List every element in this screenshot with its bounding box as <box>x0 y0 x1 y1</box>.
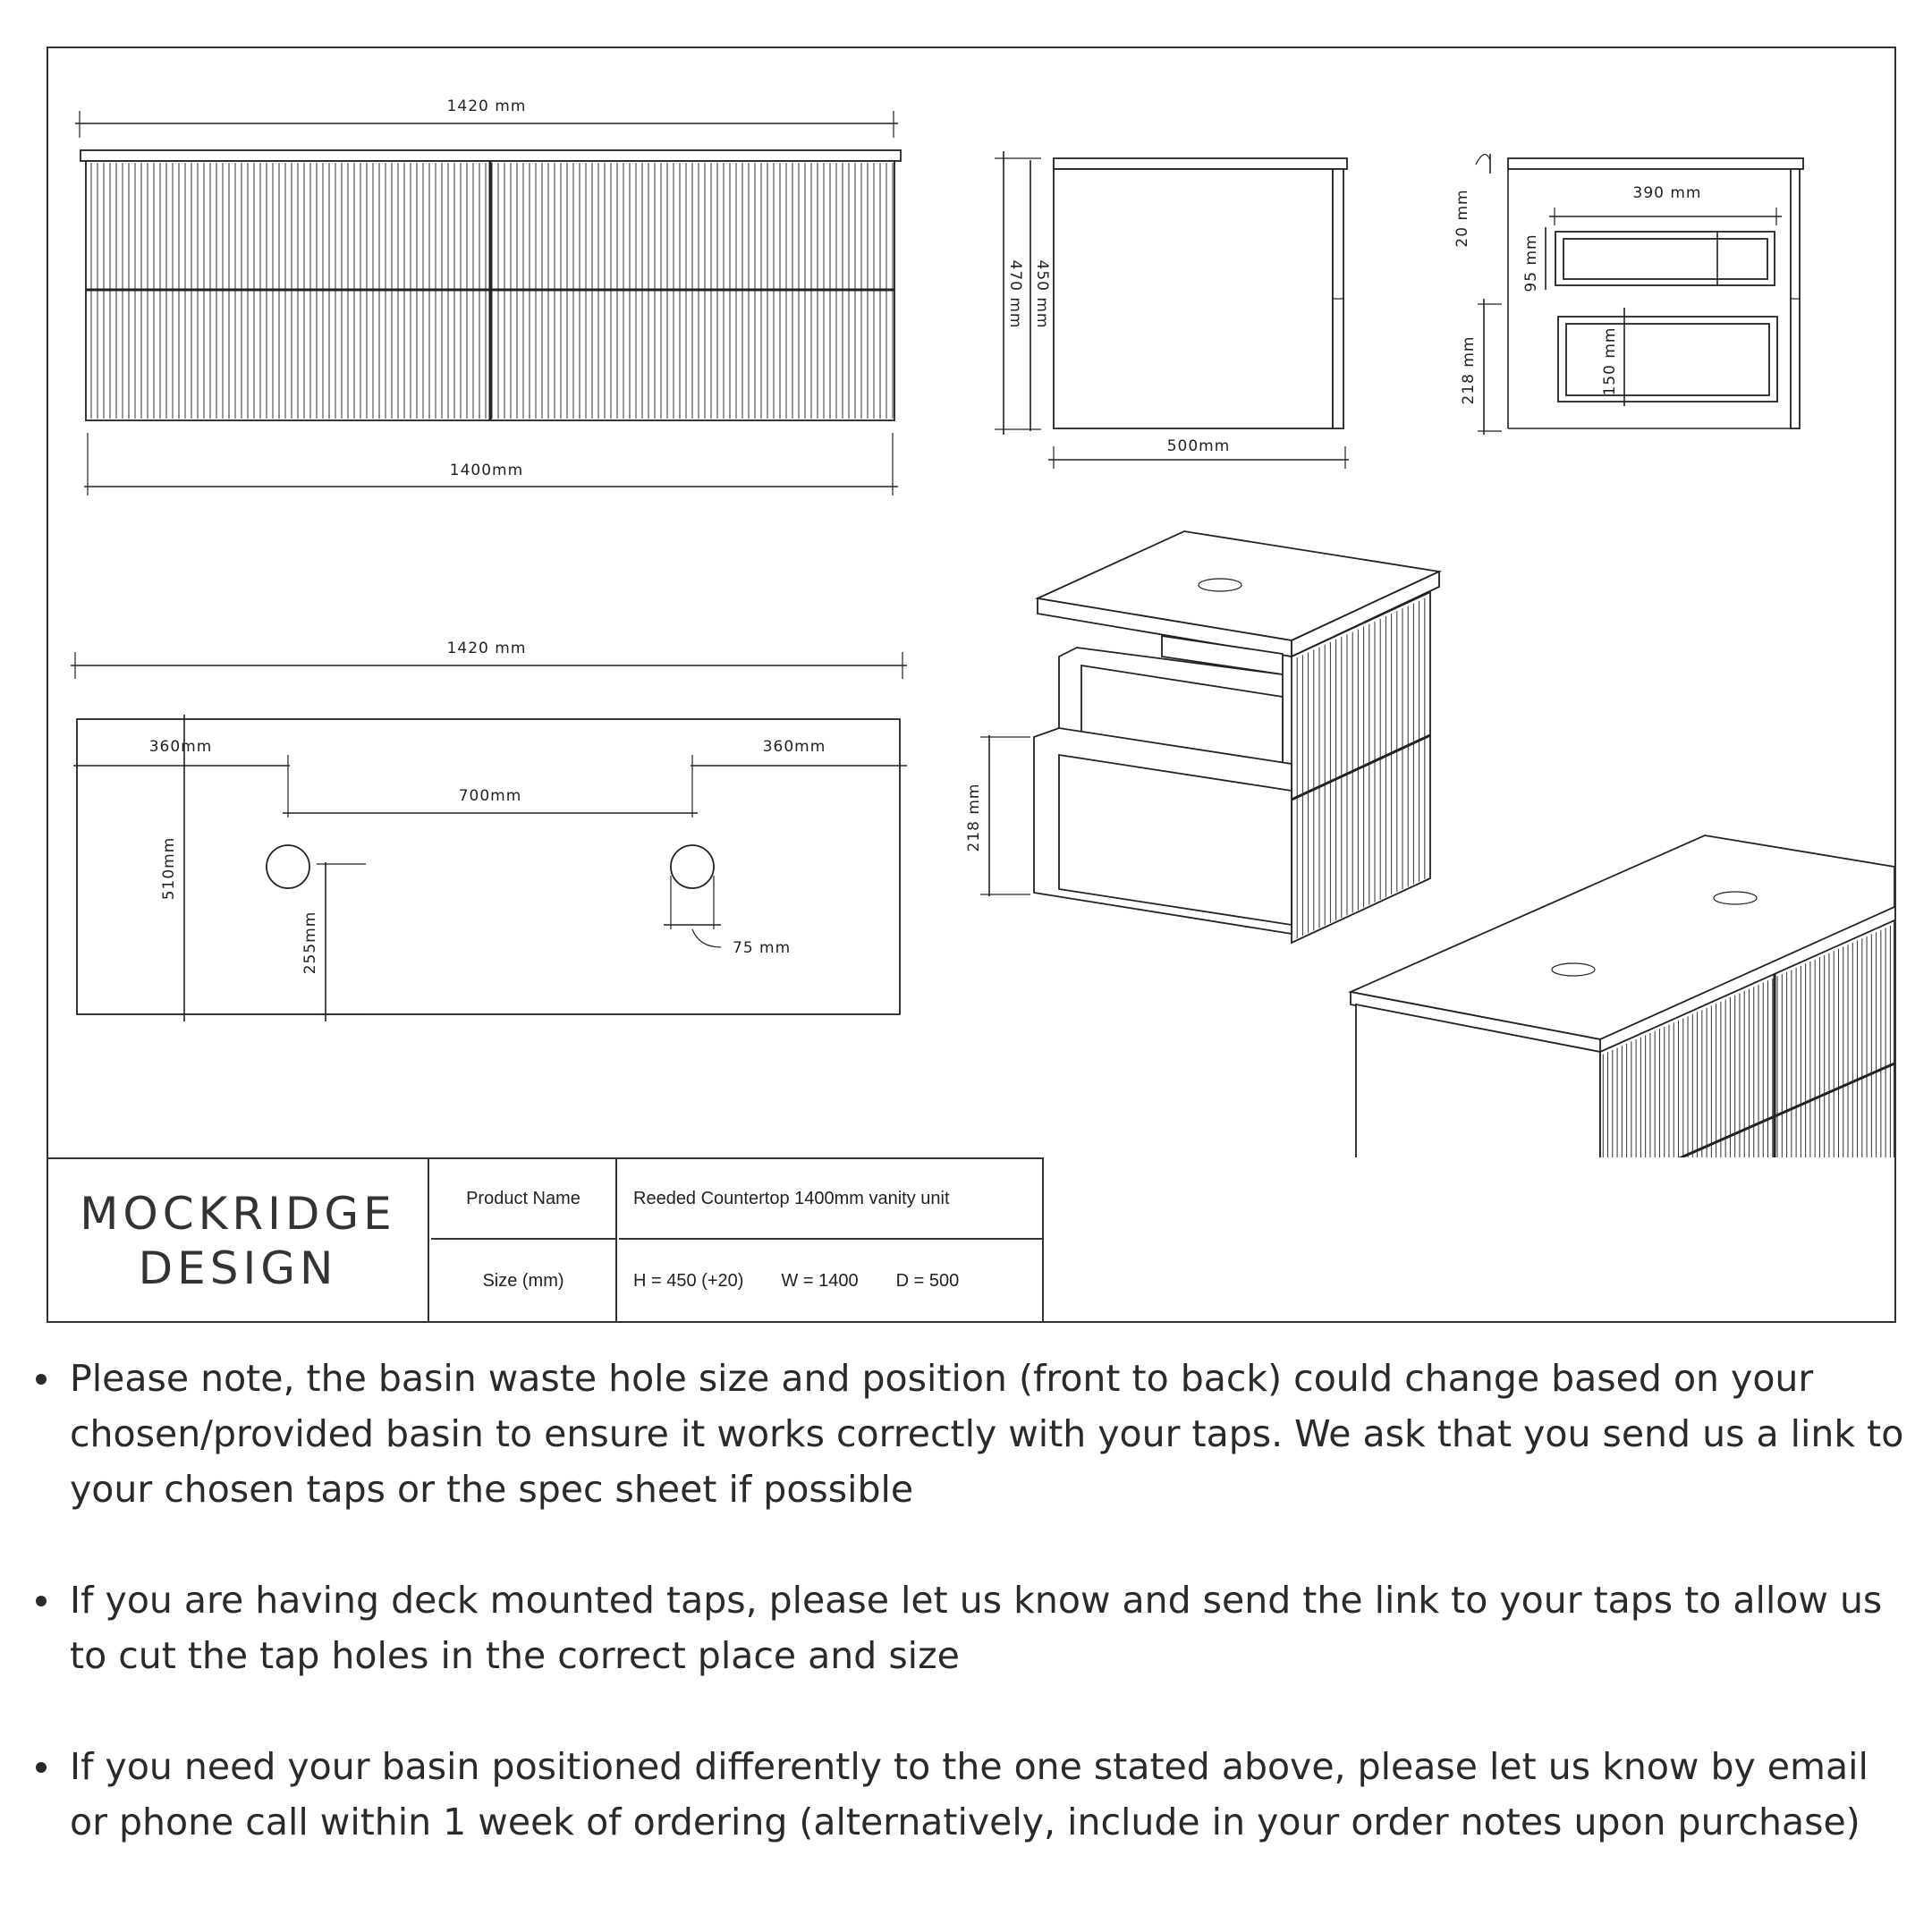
section-view <box>1453 154 1803 435</box>
note-item: Please note, the basin waste hole size and position (front to back) could change based on your chosen/provided basin to ensure it works correctly with your taps. We ask that you send us a link to your chosen taps or the spec sheet if possible <box>36 1351 1914 1517</box>
product-name-label: Product Name <box>431 1159 617 1240</box>
dim-plan-hole-spacing: 700mm <box>458 787 522 805</box>
dim-side-depth: 500mm <box>1166 437 1231 455</box>
countertop-front <box>80 150 901 161</box>
countertop-plan <box>77 719 900 1014</box>
waste-hole-right <box>671 845 714 888</box>
product-name-value: Reeded Countertop 1400mm vanity unit <box>619 1159 1042 1240</box>
isometric-single <box>965 531 1439 943</box>
dim-front-body-width: 1400mm <box>449 462 524 479</box>
notes-list <box>36 1351 1914 1905</box>
title-block <box>48 1157 1044 1323</box>
size-d: D = 500 <box>895 1271 960 1291</box>
note-item: If you need your basin positioned differently to the one stated above, please let us know by email or phone call within 1 week of ordering (alternatively, include in your order notes upon purchase) <box>36 1739 1914 1850</box>
size-w: W = 1400 <box>781 1271 859 1291</box>
dim-front-top-width: 1420 mm <box>446 97 527 115</box>
drawing-sheet <box>47 47 1896 1323</box>
technical-drawing <box>48 48 1894 1157</box>
dim-iso-drawer-height: 218 mm <box>965 783 983 852</box>
note-item: If you are having deck mounted taps, please let us know and send the link to your taps to allow us to cut the tap holes in the correct place and size <box>36 1572 1914 1683</box>
front-elevation <box>75 97 901 496</box>
dim-section-lower-height: 218 mm <box>1460 335 1478 405</box>
dim-plan-hole-diameter: 75 mm <box>733 939 792 957</box>
brand-line2: DESIGN <box>138 1241 338 1294</box>
dim-plan-left-offset: 360mm <box>148 738 213 756</box>
dim-section-top-drawer: 95 mm <box>1522 233 1540 292</box>
dim-plan-right-offset: 360mm <box>762 738 826 756</box>
dim-plan-hole-from-front: 255mm <box>301 911 319 975</box>
dim-side-height-body: 450 mm <box>1033 259 1051 329</box>
brand-logo <box>48 1159 429 1323</box>
plan-view <box>71 640 907 1021</box>
dim-section-lower-drawer: 150 mm <box>1601 326 1619 396</box>
side-elevation <box>995 151 1349 469</box>
dim-side-height-total: 470 mm <box>1006 259 1024 329</box>
dim-plan-width: 1420 mm <box>446 640 527 657</box>
size-label: Size (mm) <box>431 1240 617 1323</box>
dim-section-top: 20 mm <box>1453 189 1471 248</box>
dim-section-drawer-width: 390 mm <box>1632 184 1702 202</box>
isometric-full <box>1351 835 1894 1157</box>
dim-plan-depth: 510mm <box>160 836 178 901</box>
size-value <box>619 1240 1042 1323</box>
waste-hole-left <box>267 845 309 888</box>
brand-line1: MOCKRIDGE <box>80 1187 396 1240</box>
size-h: H = 450 (+20) <box>633 1271 744 1291</box>
